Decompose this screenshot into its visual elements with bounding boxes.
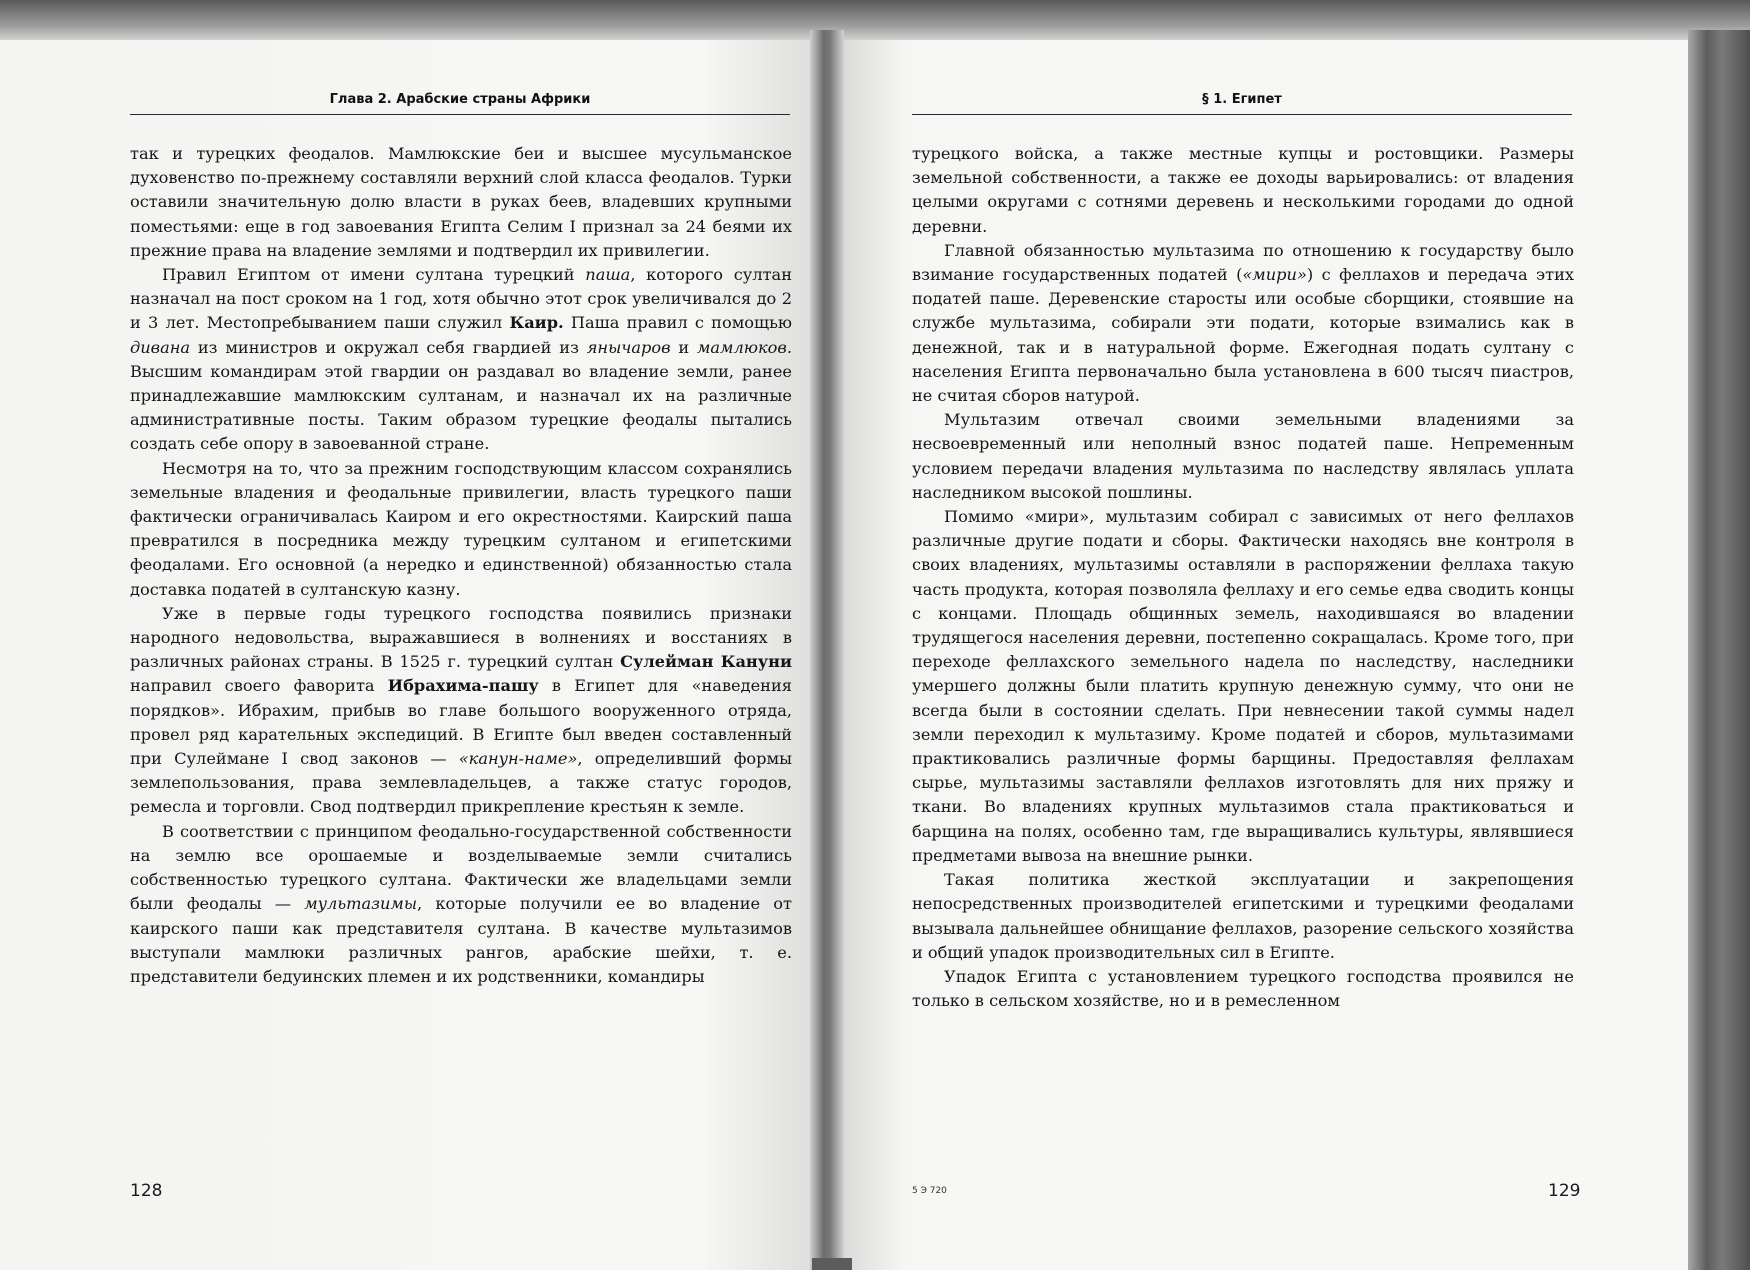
right-header-rule bbox=[912, 114, 1572, 115]
italic-term: мультазимы bbox=[304, 894, 418, 914]
bold-term: Ибрахима-пашу bbox=[387, 676, 539, 696]
paragraph bbox=[912, 142, 1574, 239]
text-run: Высшим командирам этой гвардии он раздавал во владение земли, ранее принадлежавшие мамлюкским султанам, и назначал их на различные административные посты. Таким образом турецкие феодалы пытались создать себе опору в завоеванной стране. bbox=[130, 361, 792, 454]
left-page-number: 128 bbox=[130, 1181, 163, 1201]
text-run: так и турецких феодалов. Мамлюкские беи и высшее мусульманское духовенство по-прежнему составляли верхний слой класса феодалов. Турки оставили значительную долю власти в руках беев, владевших крупными поместьями: еще в год завоевания Египта Селим I признал за 24 беями их прежние права на владение землями и подтвердил их привилегии. bbox=[130, 144, 792, 260]
text-run: в Египет для «наведения порядков». Ибрахим, прибыв во главе большого вооруженного отряда, провел ряд карательных экспедиций. В Египте был введен составленный при Сулеймане I свод законов — bbox=[130, 676, 792, 769]
text-run: Уже в первые годы турецкого господства появились признаки народного недовольства, выражавшиеся в волнениях и восстаниях в различных районах страны. В 1525 г. турецкий султан bbox=[130, 603, 792, 672]
left-page-body bbox=[130, 142, 792, 989]
text-run: Главной обязанностью мультазима по отношению к государству было взимание государственных податей ( bbox=[912, 240, 1574, 285]
italic-term: дивана bbox=[130, 337, 191, 357]
italic-term: «мири» bbox=[1242, 265, 1307, 285]
printer-signature: 5 Э 720 bbox=[912, 1186, 947, 1196]
right-page-body bbox=[912, 142, 1574, 1013]
paragraph bbox=[130, 457, 792, 602]
book-spine bbox=[810, 30, 844, 1270]
italic-term: янычаров bbox=[586, 337, 671, 357]
paragraph bbox=[912, 239, 1574, 408]
paragraph bbox=[130, 602, 792, 820]
italic-term: «канун-наме» bbox=[458, 749, 578, 769]
text-run: Упадок Египта с установлением турецкого господства проявился не только в сельском хозяйстве, но и в ремесленном bbox=[912, 966, 1574, 1011]
paragraph bbox=[912, 965, 1574, 1013]
text-run: Такая политика жесткой эксплуатации и закрепощения непосредственных производителей египетскими и турецкими феодалами вызывала дальнейшее обнищание феллахов, разорение сельского хозяйства и общий упадок производительных сил в Египте. bbox=[912, 870, 1574, 962]
page-edge-shadow bbox=[1688, 30, 1750, 1270]
spine-bottom-shadow bbox=[812, 1258, 852, 1270]
italic-term: мамлюков. bbox=[696, 337, 792, 357]
text-run: В соответствии с принципом феодально-государственной собственности на землю все орошаемые и возделываемые земли считались собственностью турецкого султана. Фактически же владельцами земли были феодалы — bbox=[130, 821, 792, 914]
left-running-head: Глава 2. Арабские страны Африки bbox=[329, 92, 591, 107]
right-page-number: 129 bbox=[1548, 1181, 1581, 1201]
bold-term: Каир. bbox=[509, 313, 564, 333]
text-run: направил своего фаворита bbox=[130, 676, 388, 696]
left-header-rule bbox=[130, 114, 790, 115]
text-run: , которого султан назначал на пост сроком на 1 год, хотя обычно этот срок увеличивался до 2 и 3 лет. Местопребыванием паши служил bbox=[130, 265, 793, 333]
paragraph bbox=[912, 868, 1574, 965]
italic-term: паша bbox=[585, 265, 631, 285]
text-run: турецкого войска, а также местные купцы и ростовщики. Размеры земельной собственности, а также ее доходы варьировались: от владения целыми округами с сотнями деревень и несколькими городами до одной деревни. bbox=[912, 144, 1574, 236]
paragraph bbox=[912, 408, 1574, 505]
text-run: Паша правил с помощью bbox=[563, 313, 792, 333]
right-running-head: § 1. Египет bbox=[1202, 92, 1282, 107]
text-run: Мультазим отвечал своими земельными владениями за несвоевременный или неполный взнос податей паше. Непременным условием передачи владения мультазима по наследству являлась уплата наследником высокой пошлины. bbox=[912, 410, 1574, 502]
text-run: , определивший формы землепользования, права землевладельцев, а также статус городов, ремесла и торговли. Свод подтвердил прикрепление крестьян к земле. bbox=[130, 749, 792, 817]
text-run: , которые получили ее во владение от каирского паши как представителя султана. В качестве мультазимов выступали мамлюки различных рангов, арабские шейхи, т. е. представители бедуинских племен и их родственники, командиры bbox=[130, 894, 792, 986]
paragraph bbox=[130, 263, 792, 457]
text-run: из министров и окружал себя гвардией из bbox=[190, 337, 587, 357]
paragraph bbox=[130, 820, 792, 989]
bold-term: Сулейман Кануни bbox=[620, 652, 792, 672]
text-run: Помимо «мири», мультазим собирал с зависимых от него феллахов различные другие подати и сборы. Фактически находясь вне контроля в своих владениях, мультазимы оставляли в распоряжении феллаха такую часть продукта, которая позволяла феллаху и его семье едва сводить концы с концами. Площадь общинных земель, находившаяся во владении трудящегося населения деревни, постепенно сокращалась. Кроме того, при переходе феллахского земельного надела по наследству, наследники умершего должны были платить крупную денежную сумму, что они не всегда были в состоянии сделать. При невнесении такой суммы надел земли переходил к мультазиму. Кроме податей и сборов, мультазимами практиковались различные формы барщины. Предоставляя феллахам сырье, мультазимы заставляли феллахов изготовлять для них пряжу и ткани. Во владениях крупных мультазимов стала практиковаться и барщина на полях, особенно там, где выращивались культуры, являвшиеся предметами вывоза на внешние рынки. bbox=[912, 507, 1574, 865]
paragraph bbox=[130, 142, 792, 263]
text-run: Несмотря на то, что за прежним господствующим классом сохранялись земельные владения и феодальные привилегии, власть турецкого паши фактически ограничивалась Каиром и его окрестностями. Каирский паша превратился в посредника между турецким султаном и египетскими феодалами. Его основной (а нередко и единственной) обязанностью стала доставка податей в султанскую казну. bbox=[130, 458, 792, 599]
text-run: ) с феллахов и передача этих податей паше. Деревенские старосты или особые сборщики, стоявшие на службе мультазима, собирали эти подати, которые взимались как в денежной, так и в натуральной форме. Ежегодная подать султану с населения Египта первоначально была установлена в 600 тысяч пиастров, не считая сборов натурой. bbox=[912, 265, 1574, 406]
text-run: Правил Египтом от имени султана турецкий bbox=[162, 265, 586, 285]
text-run: и bbox=[670, 337, 697, 357]
paragraph bbox=[912, 505, 1574, 868]
